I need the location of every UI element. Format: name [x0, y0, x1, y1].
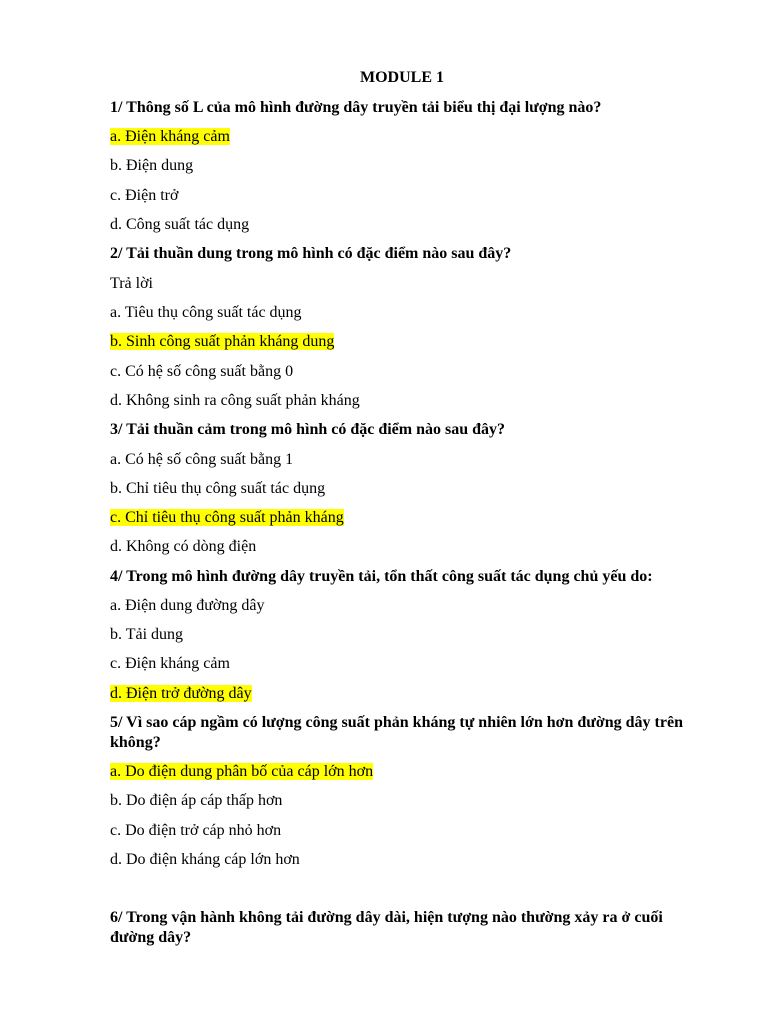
highlighted-answer: a. Điện kháng cảm [110, 128, 230, 145]
answer-option-5a [110, 762, 700, 782]
answer-option-2d: d. Không sinh ra công suất phản kháng [110, 392, 360, 409]
answer-option-5d: d. Do điện kháng cáp lớn hơn [110, 851, 300, 868]
answer-option-1c: c. Điện trở [110, 187, 179, 204]
highlighted-answer: c. Chỉ tiêu thụ công suất phản kháng [110, 509, 344, 526]
question-1: 1/ Thông số L của mô hình đường dây truyền tải biểu thị đại lượng nào? [110, 99, 602, 116]
answer-option-4b: b. Tải dung [110, 626, 184, 643]
answer-option-3d: d. Không có dòng điện [110, 538, 257, 555]
highlighted-answer: a. Do điện dung phân bố của cáp lớn hơn [110, 763, 374, 780]
answer-option-1a [110, 127, 700, 147]
answer-option-2a: a. Tiêu thụ công suất tác dụng [110, 304, 302, 321]
question-5: 5/ Vì sao cáp ngầm có lượng công suất phản kháng tự nhiên lớn hơn đường dây trên không? [110, 714, 683, 751]
answer-option-1b: b. Điện dung [110, 157, 194, 174]
answer-option-5c: c. Do điện trở cáp nhỏ hơn [110, 822, 282, 839]
answer-option-3c [110, 508, 700, 528]
question-4: 4/ Trong mô hình đường dây truyền tải, tổn thất công suất tác dụng chủ yếu do: [110, 568, 653, 585]
answer-option-4d [110, 684, 700, 704]
answer-option-1d: d. Công suất tác dụng [110, 216, 250, 233]
highlighted-answer: b. Sinh công suất phản kháng dung [110, 333, 335, 350]
answer-option-3b: b. Chỉ tiêu thụ công suất tác dụng [110, 480, 326, 497]
answer-option-3a: a. Có hệ số công suất bằng 1 [110, 451, 294, 468]
highlighted-answer: d. Điện trở đường dây [110, 685, 252, 702]
question-2: 2/ Tải thuần dung trong mô hình có đặc điểm nào sau đây? [110, 245, 512, 262]
answer-option-4c: c. Điện kháng cảm [110, 655, 230, 672]
answer-option-2b [110, 332, 700, 352]
answer-option-4a: a. Điện dung đường dây [110, 597, 265, 614]
question-3: 3/ Tải thuần cảm trong mô hình có đặc điểm nào sau đây? [110, 421, 506, 438]
answer-option-5b: b. Do điện áp cáp thấp hơn [110, 792, 283, 809]
document-title: MODULE 1 [360, 69, 444, 86]
question-6: 6/ Trong vận hành không tải đường dây dài, hiện tượng nào thường xảy ra ở cuối đường dây? [110, 909, 663, 946]
answer-option-2c: c. Có hệ số công suất bằng 0 [110, 363, 294, 380]
question-2-note: Trả lời [110, 275, 153, 292]
